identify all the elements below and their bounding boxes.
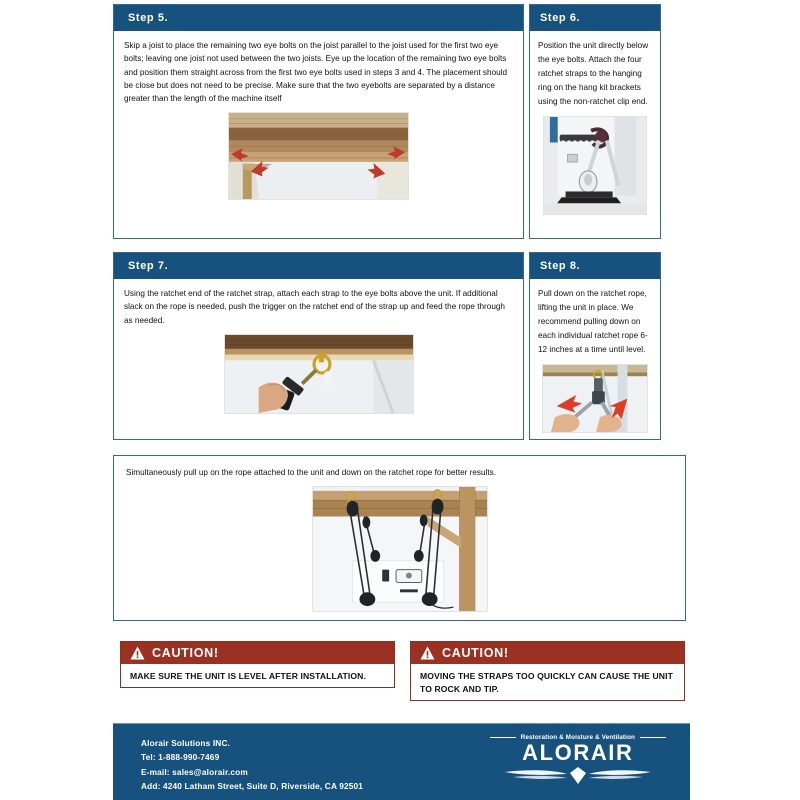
warning-triangle-icon (130, 646, 145, 660)
step-6-body (530, 31, 660, 238)
footer-company: Alorair Solutions INC. (141, 738, 231, 748)
step-7-header: Step 7. (114, 253, 523, 279)
step-5-body (114, 31, 523, 238)
step-7-body (114, 279, 523, 439)
summary-text: Simultaneously pull up on the rope attached to the unit and down on the ratchet rope for better results. (126, 468, 497, 477)
caution-level-title: CAUTION! (152, 646, 219, 660)
warning-triangle-icon (420, 646, 435, 660)
logo-rule-left (490, 737, 516, 739)
step-8-header: Step 8. (530, 253, 660, 279)
footer-contact-block (113, 724, 363, 793)
summary-panel (113, 455, 686, 621)
step-8-photo (542, 364, 648, 433)
step-6-text: Position the unit directly below the eye bolts. Attach the four ratchet straps to the hanging ring on the hang kit brackets using the non-ratchet clip end. (538, 41, 649, 106)
step-7-panel (113, 252, 524, 440)
step-8-panel (529, 252, 661, 440)
footer-tel: Tel: 1-888-990-7469 (141, 752, 220, 763)
caution-speed-box (410, 641, 685, 701)
summary-photo (312, 486, 488, 612)
footer-address: Add: 4240 Latham Street, Suite D, Riverside, CA 92501 (141, 780, 364, 791)
step-8-body (530, 279, 660, 439)
logo-rule-right (640, 737, 666, 739)
alorair-logo (490, 724, 690, 786)
step-6-photo (543, 116, 647, 215)
step-8-text: Pull down on the ratchet rope, lifting the unit in place. We recommend pulling down on each individual ratchet rope 6-12 inches at a time until level. (538, 289, 648, 354)
step-7-photo (224, 334, 414, 414)
caution-level-header (121, 642, 394, 664)
step-6-panel (529, 4, 661, 239)
page-footer (113, 723, 690, 800)
footer-email: E-mail: sales@alorair.com (141, 766, 248, 777)
step-5-panel (113, 4, 524, 239)
step-7-text: Using the ratchet end of the ratchet strap, attach each strap to the eye bolts above the unit. If additional slack on the rope is needed, push the trigger on the ratchet end of the strap up and feed the rope through as needed. (124, 289, 505, 325)
caution-level-box (120, 641, 395, 688)
caution-level-text: MAKE SURE THE UNIT IS LEVEL AFTER INSTALLATION. (130, 671, 366, 681)
step-5-photo (228, 112, 409, 200)
step-5-text: Skip a joist to place the remaining two eye bolts on the joist parallel to the joist used for the first two eye bolts; leaving one joist not used between the two joists. Eye up the location of the remaining two eye bolts and position them straight across from the first two eye bolts used in steps 3 and 4. The placement should be close but does not need to be precise. Make sure that the two eyebolts are separated by a distance greater than the length of the machine itself (124, 41, 508, 104)
caution-speed-text: MOVING THE STRAPS TOO QUICKLY CAN CAUSE THE UNIT TO ROCK AND TIP. (420, 671, 673, 695)
logo-wings-icon (503, 764, 653, 786)
summary-body (114, 456, 685, 620)
step-5-header: Step 5. (114, 5, 523, 31)
caution-speed-title: CAUTION! (442, 646, 509, 660)
logo-wordmark: ALORAIR (522, 740, 634, 765)
step-6-header: Step 6. (530, 5, 660, 31)
caution-speed-header (411, 642, 684, 664)
logo-tagline: Restoration & Moisture & Ventilation (520, 734, 635, 741)
